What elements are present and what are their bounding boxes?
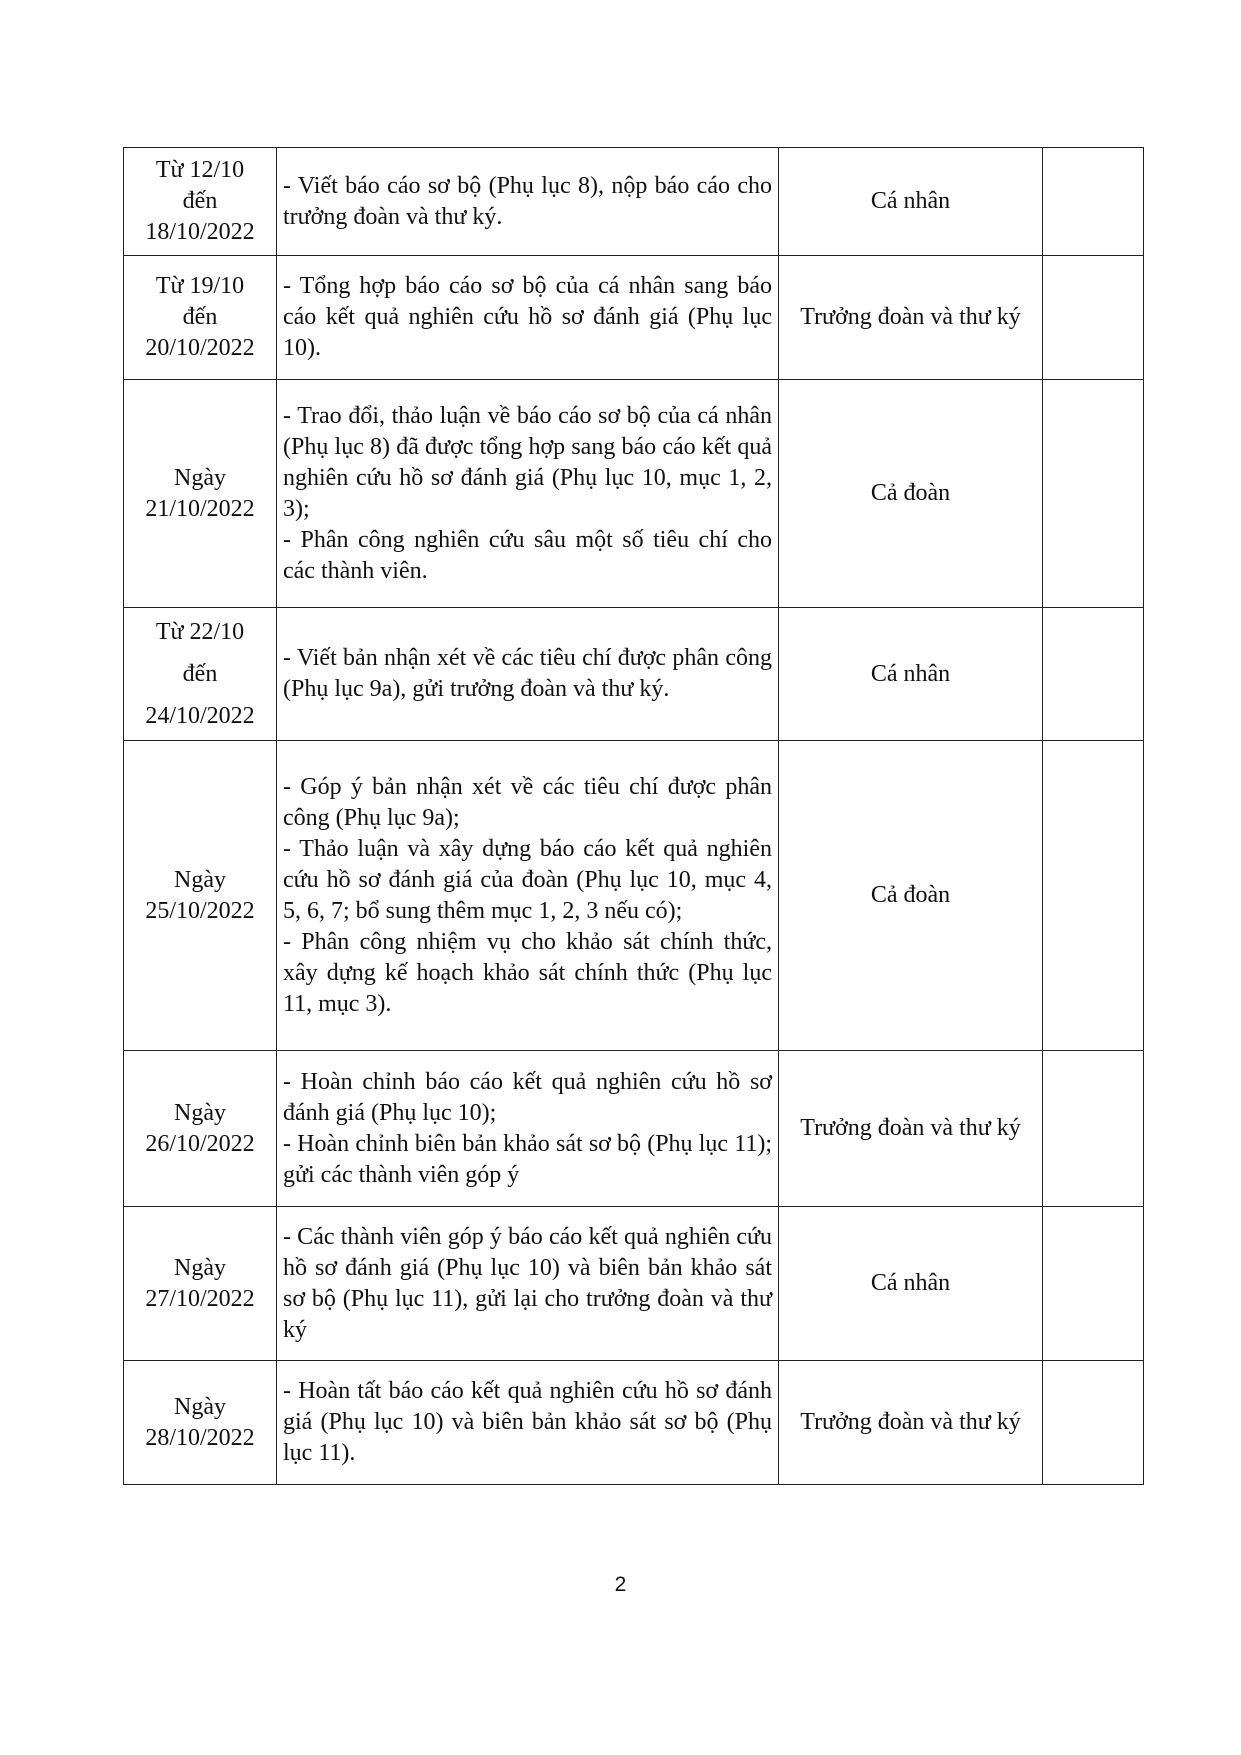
task-line: - Hoàn chỉnh biên bản khảo sát sơ bộ (Phụ lục 11); gửi các thành viên góp ý [283,1130,772,1188]
note-cell [1043,256,1144,380]
task-cell [277,148,779,256]
table-row [124,1207,1144,1361]
task-line: - Viết báo cáo sơ bộ (Phụ lục 8), nộp báo cáo cho trưởng đoàn và thư ký. [283,172,772,230]
date-line: đến [182,304,218,330]
date-line: Ngày [174,1099,226,1126]
date-line: Ngày [174,1393,226,1420]
date-cell [124,608,277,741]
table-row [124,1361,1144,1485]
date-cell [124,1051,277,1207]
task-cell [277,380,779,608]
date-line: Ngày [174,1254,226,1281]
date-line: 28/10/2022 [145,1424,255,1451]
table-row [124,256,1144,380]
date-cell [124,741,277,1051]
date-cell [124,256,277,380]
responsible-cell: Trưởng đoàn và thư ký [779,1051,1043,1207]
date-line: 21/10/2022 [145,495,255,522]
task-cell [277,1207,779,1361]
date-line: 20/10/2022 [145,335,255,361]
responsible-cell: Trưởng đoàn và thư ký [779,1361,1043,1485]
task-line: - Trao đổi, thảo luận về báo cáo sơ bộ của cá nhân (Phụ lục 8) đã được tổng hợp sang báo cáo kết quả nghiên cứu hồ sơ đánh giá (Phụ lục 10, mục 1, 2, 3); [283,402,772,522]
responsible-cell: Cả đoàn [779,741,1043,1051]
task-line: - Phân công nghiên cứu sâu một số tiêu chí cho các thành viên. [283,526,772,584]
date-cell [124,148,277,256]
date-line: 18/10/2022 [145,219,255,245]
task-cell [277,608,779,741]
date-line: 26/10/2022 [145,1130,255,1157]
task-cell [277,256,779,380]
task-line: - Hoàn chỉnh báo cáo kết quả nghiên cứu hồ sơ đánh giá (Phụ lục 10); [283,1068,772,1126]
date-line: Từ 22/10 [155,619,245,645]
task-cell [277,741,779,1051]
task-line: - Phân công nhiệm vụ cho khảo sát chính thức, xây dựng kế hoạch khảo sát chính thức (Phụ lục 11, mục 3). [283,928,772,1017]
responsible-cell: Cả đoàn [779,380,1043,608]
date-cell [124,380,277,608]
table-row [124,608,1144,741]
task-line: - Góp ý bản nhận xét về các tiêu chí được phân công (Phụ lục 9a); [283,773,772,831]
date-line: đến [182,188,218,214]
task-cell [277,1051,779,1207]
date-line: Từ 12/10 [155,157,245,183]
table-row [124,380,1144,608]
task-cell [277,1361,779,1485]
table-row [124,1051,1144,1207]
date-line: Ngày [174,866,226,893]
date-line: Từ 19/10 [155,273,245,299]
page-number: 2 [614,1573,627,1596]
date-cell [124,1207,277,1361]
note-cell [1043,1361,1144,1485]
date-line: 25/10/2022 [145,897,255,924]
schedule-table [123,147,1144,1485]
task-line: - Tổng hợp báo cáo sơ bộ của cá nhân sang báo cáo kết quả nghiên cứu hồ sơ đánh giá (Phụ lục 10). [283,273,772,361]
note-cell [1043,741,1144,1051]
responsible-cell: Trưởng đoàn và thư ký [779,256,1043,380]
date-line: 24/10/2022 [145,703,255,729]
task-line: - Hoàn tất báo cáo kết quả nghiên cứu hồ sơ đánh giá (Phụ lục 10) và biên bản khảo sát sơ bộ (Phụ lục 11). [283,1378,772,1466]
date-cell [124,1361,277,1485]
task-line: - Thảo luận và xây dựng báo cáo kết quả nghiên cứu hồ sơ đánh giá của đoàn (Phụ lục 10, mục 4, 5, 6, 7; bổ sung thêm mục 1, 2, 3 nếu có); [283,835,772,924]
date-line: đến [182,661,218,687]
note-cell [1043,608,1144,741]
responsible-cell: Cá nhân [779,1207,1043,1361]
task-line: - Các thành viên góp ý báo cáo kết quả nghiên cứu hồ sơ đánh giá (Phụ lục 10) và biên bản khảo sát sơ bộ (Phụ lục 11), gửi lại cho trưởng đoàn và thư ký [283,1223,772,1343]
date-line: Ngày [174,464,226,491]
note-cell [1043,380,1144,608]
date-line: 27/10/2022 [145,1285,255,1312]
task-line: - Viết bản nhận xét về các tiêu chí được phân công (Phụ lục 9a), gửi trưởng đoàn và thư ký. [283,645,772,702]
note-cell [1043,1207,1144,1361]
responsible-cell: Cá nhân [779,608,1043,741]
note-cell [1043,148,1144,256]
table-row [124,741,1144,1051]
note-cell [1043,1051,1144,1207]
responsible-cell: Cá nhân [779,148,1043,256]
table-row [124,148,1144,256]
